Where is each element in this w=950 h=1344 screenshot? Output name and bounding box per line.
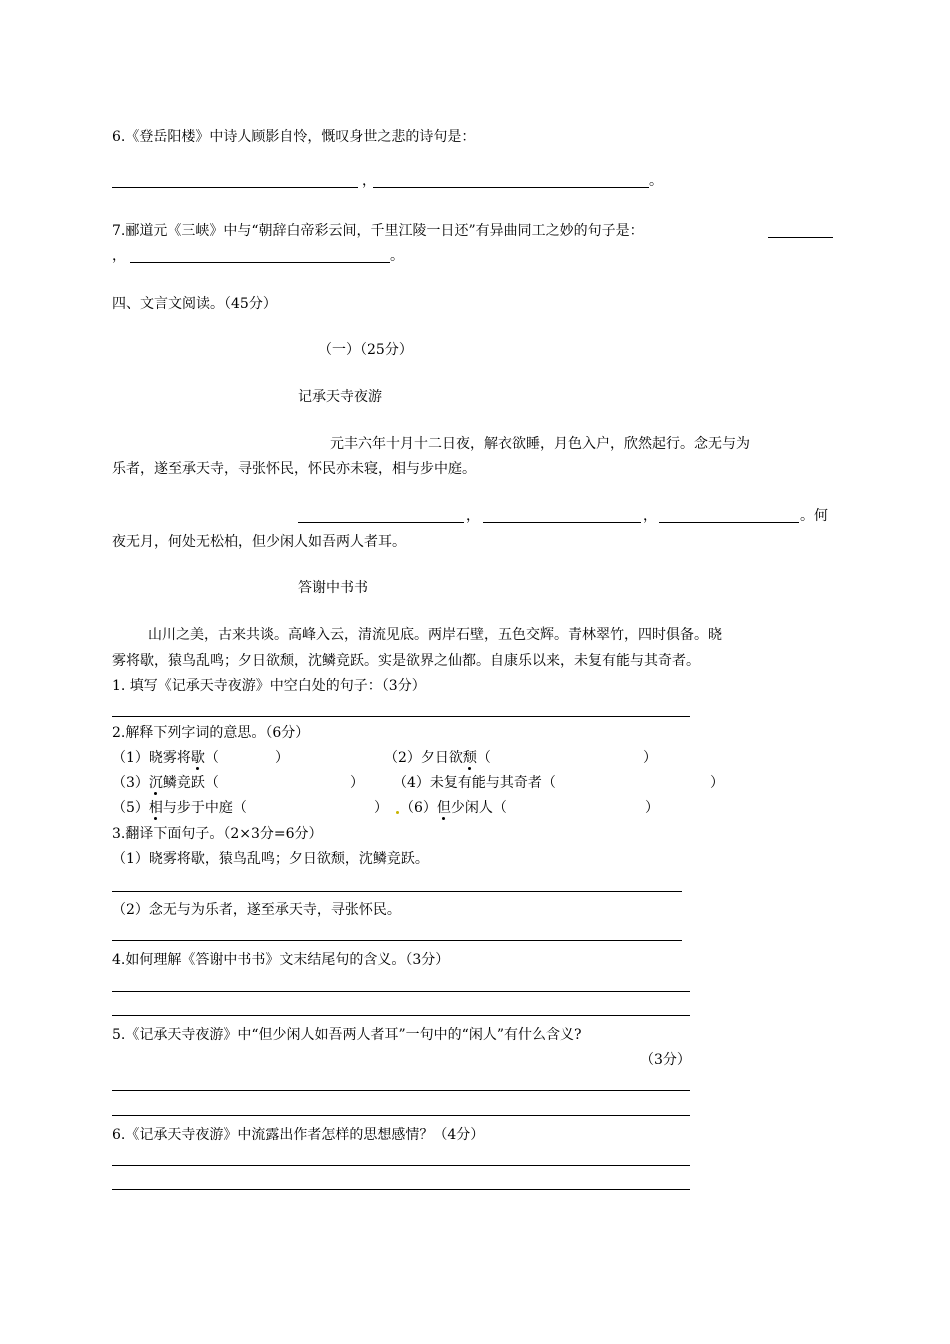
answer-line[interactable] — [112, 1015, 690, 1016]
comma: ， — [643, 508, 657, 524]
answer-blank[interactable] — [373, 187, 649, 188]
passage-blank[interactable] — [659, 522, 799, 523]
question-3: 3.翻译下面句子。（2×3分=6分） — [112, 826, 323, 842]
passage-line: 乐者，遂至承天寺，寻张怀民，怀民亦未寝，相与步中庭。 — [112, 461, 476, 477]
question-2: 2.解释下列字词的意思。（6分） — [112, 725, 310, 741]
question-6: 6.《记承天寺夜游》中流露出作者怎样的思想感情？（4分） — [112, 1127, 485, 1143]
question-5-score: （3分） — [640, 1052, 691, 1068]
comma: ， — [112, 248, 126, 264]
period: 。 — [649, 173, 663, 189]
item-4: （4）未复有能与其奇者（ — [393, 775, 556, 791]
item-3: （3）沉鳞竞跃（ — [112, 775, 219, 791]
paren-close: ） — [374, 800, 388, 816]
answer-line[interactable] — [112, 1115, 690, 1116]
answer-blank[interactable] — [768, 237, 833, 238]
paren-close: ） — [643, 750, 657, 766]
question-5: 5.《记承天寺夜游》中“但少闲人如吾两人者耳”一句中的“闲人”有什么含义? — [112, 1027, 582, 1043]
passage-line: 山川之美，古来共谈。高峰入云，清流见底。两岸石壁，五色交辉。青林翠竹，四时俱备。晓 — [148, 627, 722, 643]
section-heading: 四、文言文阅读。（45分） — [112, 296, 277, 312]
question-3-1: （1）晓雾将歇，猿鸟乱鸣；夕日欲颓，沈鳞竞跃。 — [112, 851, 429, 867]
paren-close: ） — [710, 775, 724, 791]
paren-close: ） — [350, 775, 364, 791]
period: 。 — [390, 248, 404, 264]
answer-blank[interactable] — [130, 262, 390, 263]
question-1: 1. 填写《记承天寺夜游》中空白处的句子：（3分） — [112, 678, 426, 694]
question-3-2: （2）念无与为乐者，遂至承天寺，寻张怀民。 — [112, 902, 401, 918]
comma: ， — [466, 508, 480, 524]
answer-line[interactable] — [112, 891, 682, 892]
passage-blank[interactable] — [298, 522, 464, 523]
comma: ， — [362, 173, 376, 189]
answer-line[interactable] — [112, 1090, 690, 1091]
passage-blank[interactable] — [483, 522, 641, 523]
item-5: （5）相与步于中庭（ — [112, 800, 247, 816]
answer-line[interactable] — [112, 1189, 690, 1190]
item-2: （2）夕日欲颓（ — [384, 750, 491, 766]
answer-line[interactable] — [112, 940, 682, 941]
paren-close: ） — [645, 800, 659, 816]
part-heading: （一）（25分） — [318, 342, 413, 358]
item-6: （6）但少闲人（ — [400, 800, 507, 816]
passage-line: 元丰六年十月十二日夜，解衣欲睡，月色入户，欣然起行。念无与为 — [330, 436, 750, 452]
question-4: 4.如何理解《答谢中书书》文末结尾句的含义。（3分） — [112, 952, 450, 968]
answer-line[interactable] — [112, 1165, 690, 1166]
question-7: 7.郦道元《三峡》中与“朝辞白帝彩云间，千里江陵一日还”有异曲同工之妙的句子是： — [112, 223, 644, 239]
passage-title: 记承天寺夜游 — [298, 389, 382, 405]
passage-line: 雾将歇，猿鸟乱鸣；夕日欲颓，沈鳞竞跃。实是欲界之仙都。自康乐以来，未复有能与其奇者。 — [112, 653, 700, 669]
answer-line[interactable] — [112, 991, 690, 992]
paren-close: ） — [275, 750, 289, 766]
highlight-dot — [396, 811, 399, 814]
answer-blank[interactable] — [112, 187, 358, 188]
passage-tail: 。何 — [800, 508, 828, 524]
answer-line[interactable] — [112, 716, 690, 717]
passage-title: 答谢中书书 — [298, 580, 368, 596]
question-6-poem: 6.《登岳阳楼》中诗人顾影自怜，慨叹身世之悲的诗句是： — [112, 129, 476, 145]
item-1: （1）晓雾将歇（ — [112, 750, 219, 766]
passage-line: 夜无月，何处无松柏，但少闲人如吾两人者耳。 — [112, 534, 406, 550]
